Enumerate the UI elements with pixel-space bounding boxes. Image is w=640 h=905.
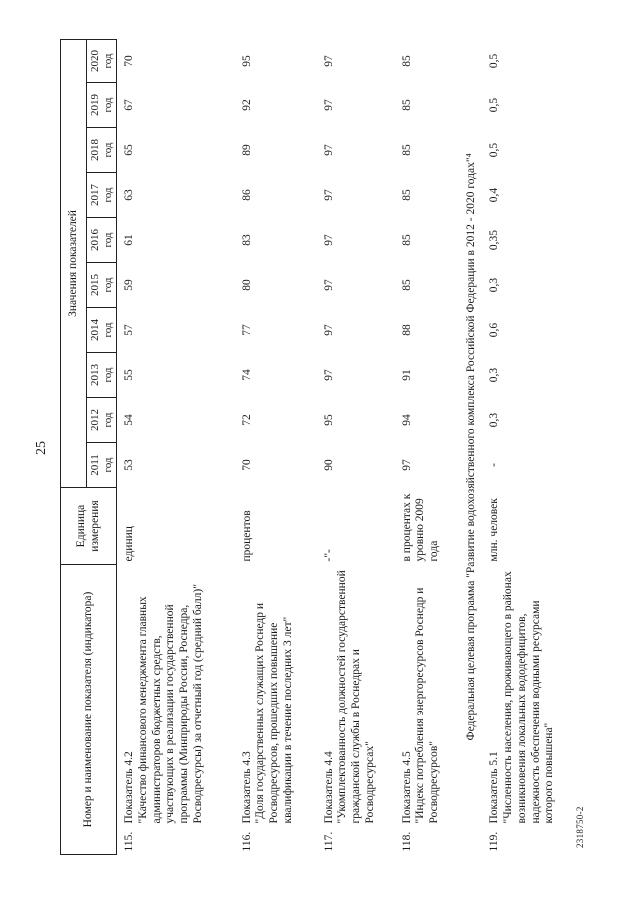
value-cell: 86 bbox=[240, 189, 253, 201]
document-code: 2318750-2 bbox=[575, 806, 585, 848]
value-cell: 0,6 bbox=[488, 322, 501, 338]
header-values-group: Значения показателей bbox=[61, 39, 87, 487]
value-cell: 57 bbox=[123, 324, 135, 336]
value-cell: 95 bbox=[240, 55, 253, 67]
value-cell: 97 bbox=[322, 189, 335, 201]
value-cell: 70 bbox=[123, 55, 135, 67]
header-year: 2015 год bbox=[87, 263, 117, 308]
value-cell: 90 bbox=[322, 459, 335, 471]
value-cell: - bbox=[488, 463, 501, 467]
header-name: Номер и наименование показателя (индикатора) bbox=[61, 565, 117, 855]
header-unit: Единица измерения bbox=[61, 488, 117, 565]
table-row bbox=[482, 39, 562, 854]
indicator-name bbox=[395, 565, 459, 827]
row-number: 118. bbox=[400, 831, 413, 852]
value-cell: 95 bbox=[322, 414, 335, 426]
header-year: 2012 год bbox=[87, 398, 117, 443]
table-row bbox=[117, 39, 235, 854]
row-number: 119. bbox=[488, 831, 501, 852]
unit-cell: -"- bbox=[322, 549, 335, 562]
value-cell: 85 bbox=[400, 279, 413, 291]
value-cell: 0,5 bbox=[488, 97, 501, 113]
indicator-description: "Индекс потребления энергоресурсов Роснедр и Росводресурсов" bbox=[414, 587, 441, 824]
row-number: 116. bbox=[240, 831, 253, 852]
indicator-description: "Качество финансового менеджмента главных администраторов бюджетных средств, участвующих в реализации государственной программы (Минприроды России, Роснедра, Росводресурсы) за отчетный год (средний балл)" bbox=[136, 584, 204, 824]
value-cell: 65 bbox=[123, 144, 135, 156]
indicator-description: "Укомплектованность должностей государственной гражданской службы в Роснедрах и Росводресурсах" bbox=[336, 570, 376, 824]
header-year: 2019 год bbox=[87, 83, 117, 128]
value-cell: 94 bbox=[400, 414, 413, 426]
value-cell: 74 bbox=[240, 369, 253, 381]
indicator-name bbox=[317, 565, 395, 827]
rotated-table-page bbox=[60, 40, 615, 855]
unit-cell: млн. человек bbox=[488, 498, 501, 562]
value-cell: 67 bbox=[123, 99, 135, 111]
indicator-code: Показатель 4.5 bbox=[400, 751, 413, 824]
value-cell: 72 bbox=[240, 414, 253, 426]
value-cell: 97 bbox=[322, 99, 335, 111]
table-row bbox=[395, 39, 459, 854]
value-cell: 97 bbox=[322, 144, 335, 156]
section-row bbox=[459, 39, 483, 854]
value-cell: 97 bbox=[322, 279, 335, 291]
page-number: 25 bbox=[34, 441, 49, 455]
indicator-description: "Доля государственных служащих Роснедр и Росводресурсов, прошедших повышение квалификации в течение последних 3 лет" bbox=[254, 602, 294, 824]
indicator-name bbox=[482, 565, 562, 827]
unit-cell: процентов bbox=[240, 510, 253, 562]
value-cell: 89 bbox=[240, 144, 253, 156]
value-cell: 0,3 bbox=[488, 367, 501, 383]
value-cell: 63 bbox=[123, 189, 135, 201]
header-year: 2011 год bbox=[87, 443, 117, 488]
value-cell: 97 bbox=[322, 55, 335, 67]
value-cell: 97 bbox=[322, 369, 335, 381]
header-year: 2017 год bbox=[87, 173, 117, 218]
value-cell: 85 bbox=[400, 99, 413, 111]
indicator-name bbox=[235, 565, 317, 827]
value-cell: 97 bbox=[322, 234, 335, 246]
value-cell: 59 bbox=[123, 279, 135, 291]
header-year: 2020 год bbox=[87, 39, 117, 82]
value-cell: 0,5 bbox=[488, 53, 501, 69]
value-cell: 0,4 bbox=[488, 187, 501, 203]
row-number: 117. bbox=[322, 831, 335, 852]
value-cell: 97 bbox=[400, 459, 413, 471]
header-year: 2014 год bbox=[87, 308, 117, 353]
value-cell: 55 bbox=[123, 369, 135, 381]
unit-cell: единиц bbox=[123, 526, 135, 562]
indicator-code: Показатель 5.1 bbox=[488, 751, 501, 824]
value-cell: 0,35 bbox=[488, 229, 501, 251]
value-cell: 53 bbox=[123, 459, 135, 471]
value-cell: 92 bbox=[240, 99, 253, 111]
table-row bbox=[235, 39, 317, 854]
value-cell: 70 bbox=[240, 459, 253, 471]
header-year: 2018 год bbox=[87, 128, 117, 173]
indicator-description: "Численность населения, проживающего в районах возникновения локальных вододефицитов, надежность обеспечения водными ресурсами которого повышена" bbox=[502, 571, 556, 824]
value-cell: 91 bbox=[400, 369, 413, 381]
table-row bbox=[317, 39, 395, 854]
value-cell: 54 bbox=[123, 414, 135, 426]
indicator-name bbox=[117, 565, 235, 827]
value-cell: 0,3 bbox=[488, 412, 501, 428]
value-cell: 85 bbox=[400, 234, 413, 246]
value-cell: 85 bbox=[400, 144, 413, 156]
unit-cell: в процентах к уровню 2009 года bbox=[400, 493, 441, 562]
value-cell: 88 bbox=[400, 324, 413, 336]
value-cell: 0,3 bbox=[488, 277, 501, 293]
indicator-code: Показатель 4.3 bbox=[240, 751, 253, 824]
value-cell: 77 bbox=[240, 324, 253, 336]
value-cell: 97 bbox=[322, 324, 335, 336]
value-cell: 61 bbox=[123, 234, 135, 246]
value-cell: 85 bbox=[400, 189, 413, 201]
indicator-code: Показатель 4.2 bbox=[123, 751, 135, 824]
value-cell: 0,5 bbox=[488, 142, 501, 158]
row-number: 115. bbox=[123, 831, 135, 852]
indicators-table bbox=[60, 39, 562, 855]
header-year: 2013 год bbox=[87, 353, 117, 398]
section-title: Федеральная целевая программа "Развитие водохозяйственного комплекса Российской Федерации в 2012 - 2020 годах"⁴ bbox=[464, 153, 477, 741]
header-year: 2016 год bbox=[87, 218, 117, 263]
value-cell: 85 bbox=[400, 55, 413, 67]
indicator-code: Показатель 4.4 bbox=[322, 751, 335, 824]
value-cell: 83 bbox=[240, 234, 253, 246]
value-cell: 80 bbox=[240, 279, 253, 291]
